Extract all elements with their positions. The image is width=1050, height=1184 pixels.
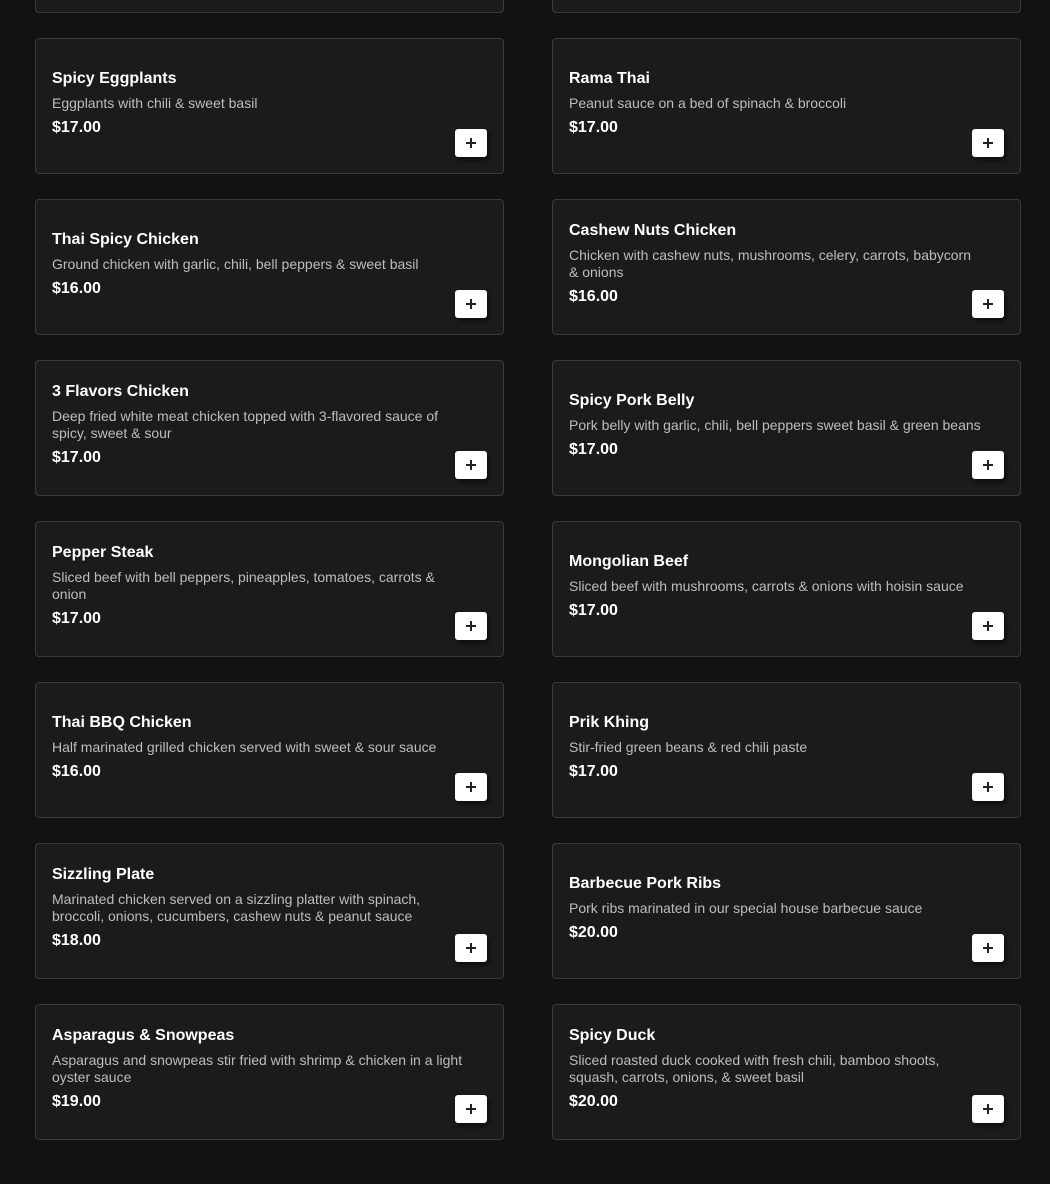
menu-item-info: [52, 1026, 487, 1112]
menu-card-partial[interactable]: [552, 0, 1021, 13]
plus-icon: [466, 621, 476, 631]
menu-item-description: Stir-fried green beans & red chili paste: [569, 738, 808, 755]
menu-item-name: Spicy Duck: [569, 1027, 656, 1044]
plus-icon: [983, 460, 993, 470]
plus-icon: [983, 621, 993, 631]
menu-item-name: Spicy Pork Belly: [569, 391, 695, 409]
menu-item-price: $20.00: [569, 923, 618, 941]
menu-item-card[interactable]: [552, 843, 1021, 979]
menu-item-info: [569, 874, 1004, 943]
menu-item-name: 3 Flavors Chicken: [52, 383, 189, 400]
menu-item-card[interactable]: [35, 199, 504, 335]
add-to-cart-button[interactable]: [972, 773, 1004, 801]
menu-item-info: [569, 69, 1004, 138]
menu-item-card[interactable]: [35, 682, 504, 818]
menu-item-card[interactable]: [552, 1004, 1021, 1140]
menu-item-price: $16.00: [52, 279, 101, 297]
menu-item-info: [52, 69, 487, 138]
menu-item-name: Rama Thai: [569, 69, 650, 87]
menu-item-price: $17.00: [569, 440, 618, 458]
menu-item-description: Sliced beef with bell peppers, pineapples, tomatoes, carrots & onion: [52, 569, 435, 602]
menu-item-name: Spicy Eggplants: [52, 69, 177, 87]
menu-item-info: [52, 382, 487, 468]
plus-icon: [466, 943, 476, 953]
menu-item-card[interactable]: [552, 360, 1021, 496]
menu-item-name: Sizzling Plate: [52, 866, 155, 883]
add-to-cart-button[interactable]: [455, 1095, 487, 1123]
add-to-cart-button[interactable]: [455, 290, 487, 318]
add-to-cart-button[interactable]: [972, 451, 1004, 479]
menu-item-price: $17.00: [52, 118, 101, 136]
add-to-cart-button[interactable]: [972, 290, 1004, 318]
menu-item-card[interactable]: [552, 682, 1021, 818]
add-to-cart-button[interactable]: [455, 934, 487, 962]
menu-item-description: Asparagus and snowpeas stir fried with shrimp & chicken in a light oyster sauce: [52, 1052, 463, 1085]
menu-item-description: Half marinated grilled chicken served with sweet & sour sauce: [52, 738, 437, 755]
menu-item-card[interactable]: [35, 38, 504, 174]
menu-item-card[interactable]: [35, 521, 504, 657]
add-to-cart-button[interactable]: [455, 773, 487, 801]
plus-icon: [983, 138, 993, 148]
menu-item-info: [52, 543, 487, 629]
plus-icon: [466, 138, 476, 148]
menu-item-price: $17.00: [52, 610, 101, 627]
menu-item-description: Sliced roasted duck cooked with fresh chili, bamboo shoots, squash, carrots, onions, & sweet basil: [569, 1052, 940, 1085]
menu-item-name: Thai BBQ Chicken: [52, 713, 192, 731]
plus-icon: [983, 1104, 993, 1114]
menu-item-info: [52, 865, 487, 951]
menu-item-price: $18.00: [52, 932, 101, 949]
plus-icon: [983, 299, 993, 309]
add-to-cart-button[interactable]: [972, 1095, 1004, 1123]
menu-item-price: $17.00: [569, 601, 618, 619]
menu-item-card[interactable]: [35, 843, 504, 979]
menu-item-card[interactable]: [35, 360, 504, 496]
menu-item-description: Eggplants with chili & sweet basil: [52, 94, 258, 111]
menu-item-name: Barbecue Pork Ribs: [569, 874, 722, 892]
plus-icon: [466, 460, 476, 470]
add-to-cart-button[interactable]: [455, 612, 487, 640]
menu-item-price: $17.00: [569, 118, 618, 136]
menu-item-description: Deep fried white meat chicken topped with 3-flavored sauce of spicy, sweet & sour: [52, 408, 438, 441]
menu-item-name: Asparagus & Snowpeas: [52, 1027, 235, 1044]
menu-item-card[interactable]: [552, 521, 1021, 657]
add-to-cart-button[interactable]: [972, 612, 1004, 640]
plus-icon: [466, 782, 476, 792]
menu-item-info: [569, 713, 1004, 782]
menu-item-price: $16.00: [569, 288, 618, 305]
menu-item-description: Peanut sauce on a bed of spinach & broccoli: [569, 94, 847, 111]
add-to-cart-button[interactable]: [455, 129, 487, 157]
plus-icon: [983, 782, 993, 792]
menu-item-card[interactable]: [552, 199, 1021, 335]
menu-item-price: $20.00: [569, 1093, 618, 1110]
menu-item-price: $17.00: [52, 449, 101, 466]
menu-item-name: Cashew Nuts Chicken: [569, 222, 737, 239]
menu-item-info: [52, 230, 487, 299]
menu-item-info: [569, 552, 1004, 621]
add-to-cart-button[interactable]: [455, 451, 487, 479]
menu-item-info: [569, 1026, 1004, 1112]
menu-item-description: Chicken with cashew nuts, mushrooms, celery, carrots, babycorn & onions: [569, 247, 972, 280]
menu-card-partial[interactable]: [35, 0, 504, 13]
menu-item-price: $17.00: [569, 762, 618, 780]
menu-item-description: Ground chicken with garlic, chili, bell peppers & sweet basil: [52, 255, 419, 272]
menu-item-description: Pork belly with garlic, chili, bell peppers sweet basil & green beans: [569, 416, 981, 433]
plus-icon: [466, 299, 476, 309]
plus-icon: [466, 1104, 476, 1114]
menu-item-description: Pork ribs marinated in our special house barbecue sauce: [569, 899, 923, 916]
menu-item-name: Mongolian Beef: [569, 552, 689, 570]
menu-item-info: [569, 221, 1004, 307]
menu-item-info: [52, 713, 487, 782]
menu-item-description: Marinated chicken served on a sizzling platter with spinach, broccoli, onions, cucumbers, cashew nuts & peanut sauce: [52, 891, 421, 924]
plus-icon: [983, 943, 993, 953]
menu-grid: [35, 0, 1021, 1140]
add-to-cart-button[interactable]: [972, 129, 1004, 157]
menu-item-name: Thai Spicy Chicken: [52, 230, 199, 248]
menu-item-info: [569, 391, 1004, 460]
menu-item-description: Sliced beef with mushrooms, carrots & onions with hoisin sauce: [569, 577, 964, 594]
menu-item-price: $19.00: [52, 1093, 101, 1110]
menu-item-price: $16.00: [52, 762, 101, 780]
menu-item-name: Pepper Steak: [52, 544, 154, 561]
add-to-cart-button[interactable]: [972, 934, 1004, 962]
menu-item-card[interactable]: [552, 38, 1021, 174]
menu-item-name: Prik Khing: [569, 713, 650, 731]
menu-item-card[interactable]: [35, 1004, 504, 1140]
